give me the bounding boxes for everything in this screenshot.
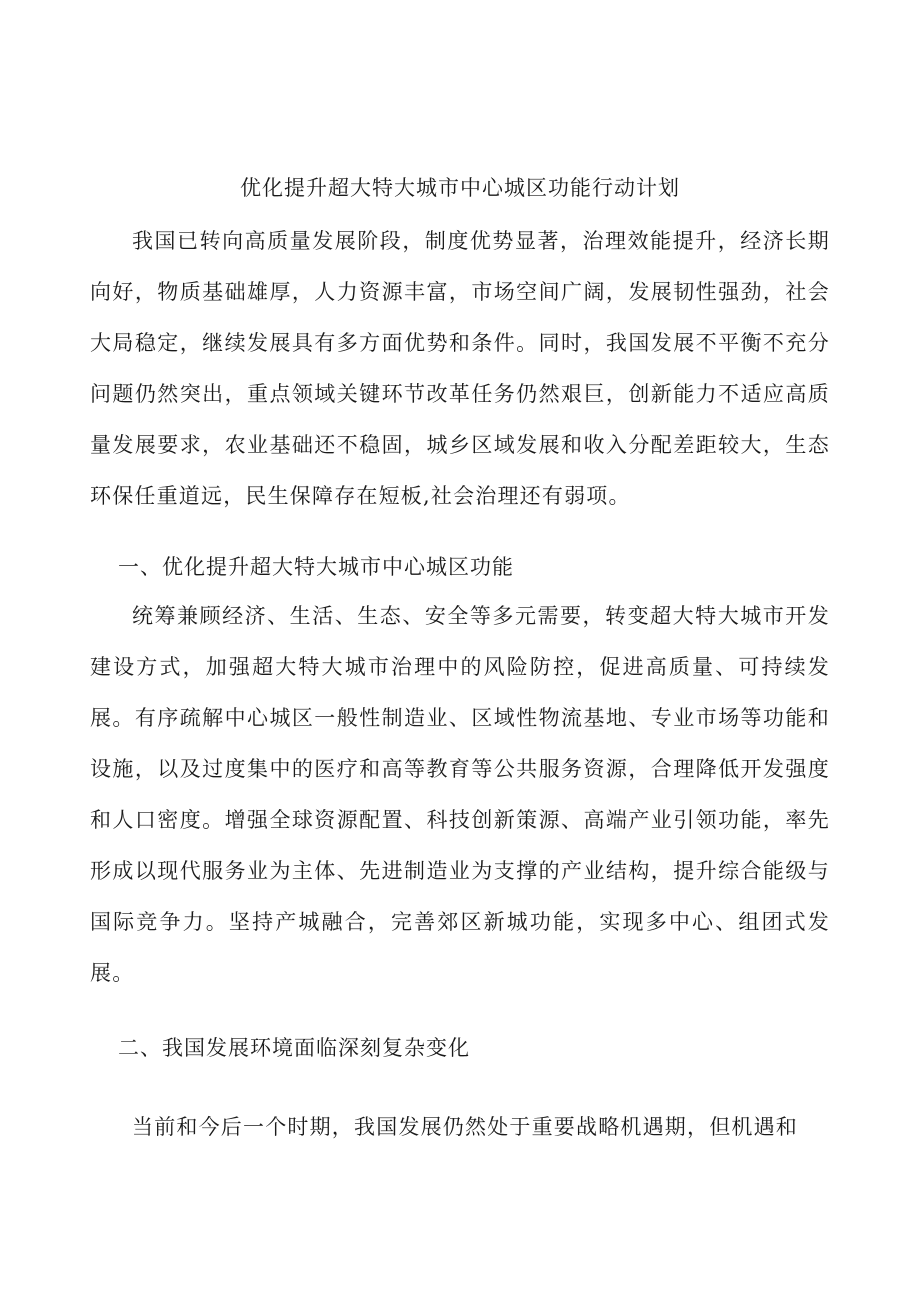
section-heading-2: 二、我国发展环境面临深刻复杂变化	[118, 1036, 470, 1060]
document-title: 优化提升超大特大城市中心城区功能行动计划	[240, 176, 680, 200]
intro-paragraph: 我国已转向高质量发展阶段，制度优势显著，治理效能提升，经济长期向好，物质基础雄厚，人力资源丰富，市场空间广阔，发展韧性强劲，社会大局稳定，继续发展具有多方面优势和条件。同时，我国发展不平衡不充分问题仍然突出，重点领域关键环节改革任务仍然艰巨，创新能力不适应高质量发展要求，农业基础还不稳固，城乡区域发展和收入分配差距较大，生态环保任重道远，民生保障存在短板,社会治理还有弱项。	[90, 229, 830, 508]
section-heading-1: 一、优化提升超大特大城市中心城区功能	[118, 555, 514, 579]
section-body-1: 统筹兼顾经济、生活、生态、安全等多元需要，转变超大特大城市开发建设方式，加强超大特大城市治理中的风险防控，促进高质量、可持续发展。有序疏解中心城区一般性制造业、区域性物流基地、专业市场等功能和设施，以及过度集中的医疗和高等教育等公共服务资源，合理降低开发强度和人口密度。增强全球资源配置、科技创新策源、高端产业引领功能，率先形成以现代服务业为主体、先进制造业为支撑的产业结构，提升综合能级与国际竞争力。坚持产城融合，完善郊区新城功能，实现多中心、组团式发展。	[90, 604, 830, 985]
section-body-2: 当前和今后一个时期，我国发展仍然处于重要战略机遇期，但机遇和	[132, 1115, 798, 1139]
